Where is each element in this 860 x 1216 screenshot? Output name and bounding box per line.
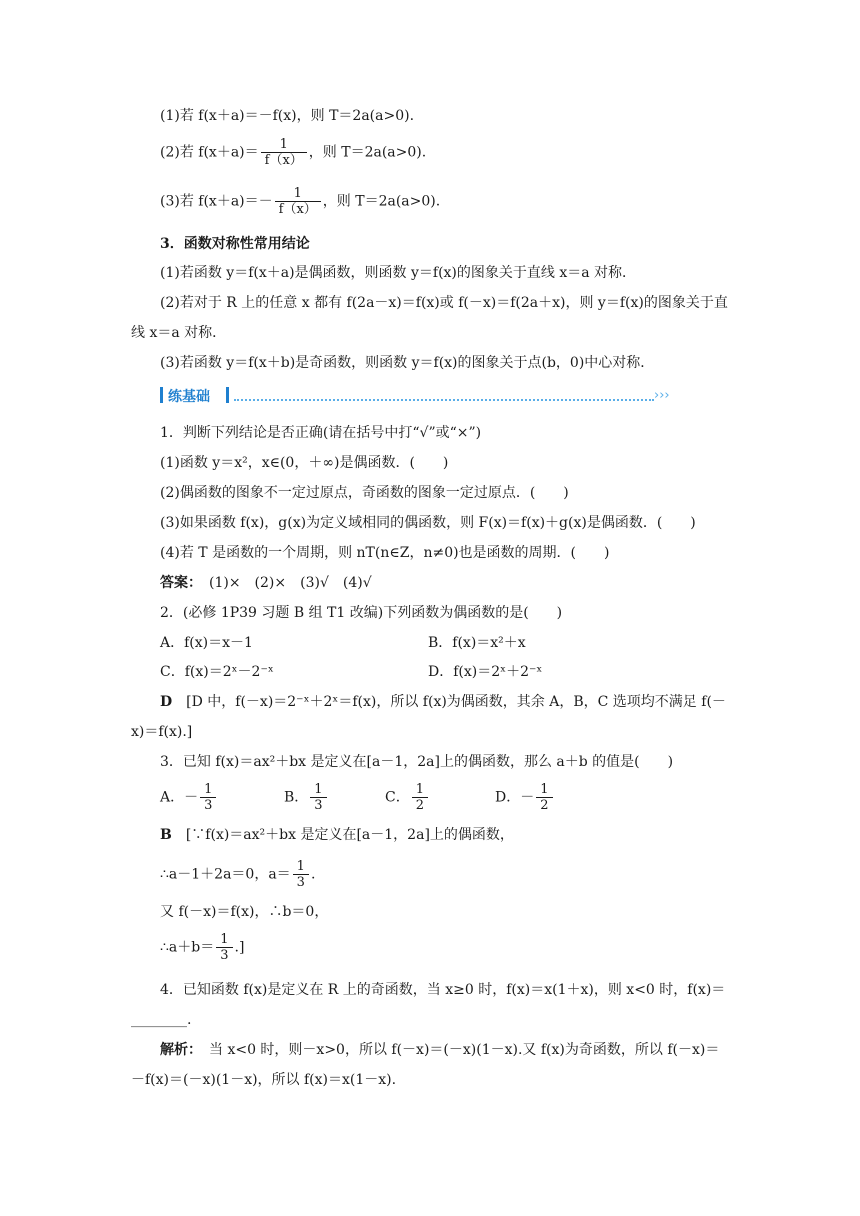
banner-dotted-line xyxy=(234,399,654,401)
fraction xyxy=(293,859,309,890)
question-text: 2．(必修 1P39 习题 B 组 T1 改编)下列函数为偶函数的是( ) xyxy=(160,605,563,621)
numerator: 1 xyxy=(204,782,213,797)
fraction xyxy=(275,186,321,217)
text-segment: ∴a－1＋2a＝0，a＝ xyxy=(160,866,291,883)
fraction xyxy=(536,782,552,813)
text-segment: ，则 T＝2a(a>0). xyxy=(308,144,427,161)
option-b: B．f(x)＝x²＋x xyxy=(428,635,526,651)
denominator: 2 xyxy=(412,797,428,813)
text-segment: (2)若 f(x＋a)＝ xyxy=(160,144,259,161)
text-line: (3)如果函数 f(x)，g(x)为定义域相同的偶函数，则 F(x)＝f(x)＋g(x)是偶函数．( ) xyxy=(160,515,696,531)
text-line: (2)偶函数的图象不一定过原点，奇函数的图象一定过原点．( ) xyxy=(160,485,569,501)
numerator: 1 xyxy=(279,137,288,152)
denominator: 3 xyxy=(293,874,309,890)
denominator: 3 xyxy=(200,797,216,813)
fraction xyxy=(261,137,307,168)
question-text: 1．判断下列结论是否正确(请在括号中打“√”或“×”) xyxy=(160,425,482,441)
denominator: 3 xyxy=(310,797,326,813)
option-label: C． xyxy=(385,789,410,806)
text-line: (3)若函数 y＝f(x＋b)是奇函数，则函数 y＝f(x)的图象关于点(b，0)中心对称． xyxy=(160,355,655,371)
fraction xyxy=(200,782,216,813)
numerator: 1 xyxy=(296,859,305,874)
solution-line xyxy=(160,826,514,844)
text-line: (4)若 T 是函数的一个周期，则 nT(n∈Z，n≠0)也是函数的周期．( ) xyxy=(160,545,610,561)
option-label: D．－ xyxy=(495,789,535,806)
solution-label: D xyxy=(160,694,173,710)
text-line: (1)若 f(x＋a)＝－f(x)，则 T＝2a(a>0). xyxy=(160,108,415,124)
solution-label: 解析： xyxy=(160,1042,195,1058)
numerator: 1 xyxy=(415,782,424,797)
solution-text: [D 中，f(－x)＝2⁻ˣ＋2ˣ＝f(x)，所以 f(x)为偶函数，其余 A，B，C 选项均不满足 f(－ xyxy=(172,694,726,710)
text-segment: ，则 T＝2a(a>0). xyxy=(322,193,441,210)
numerator: 1 xyxy=(293,186,302,201)
text-line-fraction xyxy=(160,859,315,890)
text-line: 线 x＝a 对称． xyxy=(131,325,227,341)
text-line: x)＝f(x).] xyxy=(131,724,193,740)
option-a: A．f(x)＝x－1 xyxy=(160,635,253,651)
answer-label: 答案： xyxy=(160,575,195,591)
answer-line xyxy=(160,574,372,592)
text-line-fraction xyxy=(160,932,244,963)
text-segment: ∴a＋b＝ xyxy=(160,939,215,956)
solution-text: [∵f(x)＝ax²＋bx 是定义在[a－1，2a]上的偶函数， xyxy=(171,827,514,843)
fraction xyxy=(412,782,428,813)
question-text: 4．已知函数 f(x)是定义在 R 上的奇函数，当 x≥0 时，f(x)＝x(1＋x)，则 x<0 时，f(x)＝ xyxy=(160,982,726,998)
banner-title: 练基础 xyxy=(168,389,210,405)
text-line: 又 f(－x)＝f(x)，∴b＝0， xyxy=(160,904,329,920)
fraction xyxy=(310,782,326,813)
text-segment: (3)若 f(x＋a)＝－ xyxy=(160,193,273,210)
text-segment: . xyxy=(310,866,316,883)
answer-blank: ________. xyxy=(131,1012,192,1028)
option-label: B． xyxy=(284,789,309,806)
solution-line xyxy=(160,693,726,711)
banner-bar xyxy=(226,387,229,403)
fraction xyxy=(216,932,232,963)
numerator: 1 xyxy=(540,782,549,797)
text-line: －f(x)＝(－x)(1－x)，所以 f(x)＝x(1－x). xyxy=(131,1072,397,1088)
numerator: 1 xyxy=(220,932,229,947)
option-a xyxy=(160,782,218,813)
section-heading: 3．函数对称性常用结论 xyxy=(160,236,310,252)
solution-line xyxy=(160,1041,719,1059)
denominator: 2 xyxy=(536,797,552,813)
denominator: f（x） xyxy=(275,201,321,217)
text-line-fraction xyxy=(160,186,440,217)
option-d: D．f(x)＝2ˣ＋2⁻ˣ xyxy=(428,664,543,680)
option-c xyxy=(385,782,430,813)
denominator: f（x） xyxy=(261,152,307,168)
numerator: 1 xyxy=(314,782,323,797)
section-banner xyxy=(160,385,670,407)
answer-text: (1)× (2)× (3)√ (4)√ xyxy=(195,575,372,591)
chevron-right-icon: ››› xyxy=(654,388,670,403)
option-b xyxy=(284,782,329,813)
question-text: 3．已知 f(x)＝ax²＋bx 是定义在[a－1，2a]上的偶函数，那么 a＋b 的值是( ) xyxy=(160,754,674,770)
text-line: (1)若函数 y＝f(x＋a)是偶函数，则函数 y＝f(x)的图象关于直线 x＝a 对称． xyxy=(160,265,637,281)
option-label: A．－ xyxy=(160,789,199,806)
solution-label: B xyxy=(160,827,172,843)
text-line: (2)若对于 R 上的任意 x 都有 f(2a－x)＝f(x)或 f(－x)＝f(2a＋x)，则 y＝f(x)的图象关于直 xyxy=(160,295,728,311)
text-line: (1)函数 y＝x²，x∈(0，＋∞)是偶函数．( ) xyxy=(160,455,449,471)
text-segment: .] xyxy=(234,939,245,956)
text-line-fraction xyxy=(160,137,426,168)
option-d xyxy=(495,782,555,813)
option-c: C．f(x)＝2ˣ－2⁻ˣ xyxy=(160,664,274,680)
banner-bar xyxy=(160,387,163,403)
solution-text: 当 x<0 时，则－x>0，所以 f(－x)＝(－x)(1－x).又 f(x)为奇函数，所以 f(－x)＝ xyxy=(195,1042,720,1058)
denominator: 3 xyxy=(216,947,232,963)
